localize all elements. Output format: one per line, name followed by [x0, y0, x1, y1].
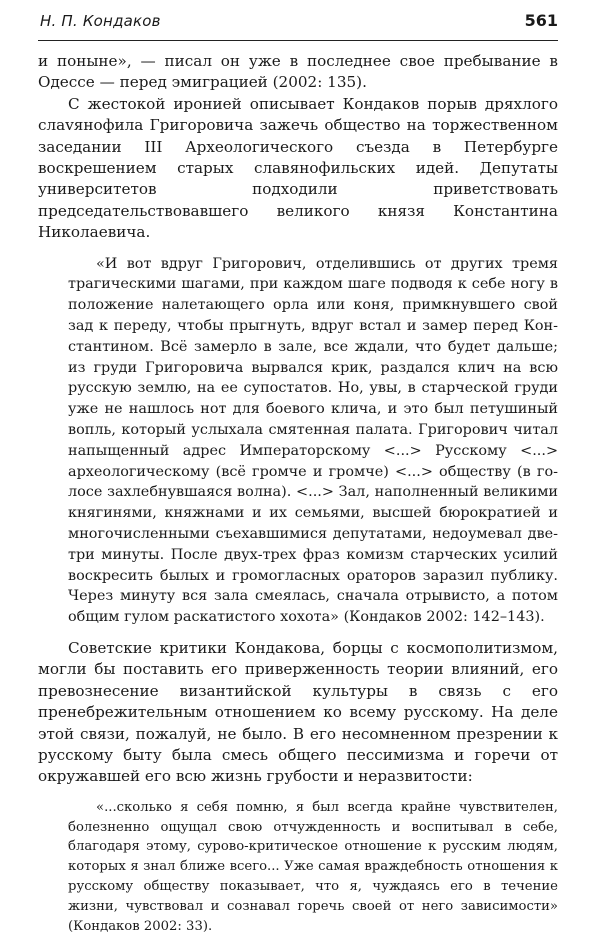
quote-text: «И вот вдруг Григорович, отделившись от других тремя трагическими шагами, при каждом шаге подводя к себе ногу в положение налетающего орла или коня, примкнувшего свой зад к переду, чтобы прыгнуть, вдруг встал и замер перед Константином. Всё замерло в зале, все ждали, что будет дальше; из груди Григоровича вырвался крик, раздался клич на всю русскую землю, на ее супостатов. Но, увы, в старческой груди уже не нашлось нот для боевого клича, и это был петушиный вопль, который услыхала смятенная палата. Григорович читал напыщенный адрес Императорскому <...> Русскому <...> археологическому (всё громче и громче) <...> обществу (в голосе захлебнувшаяся волна). <...> Зал, наполненный великими княгинями, княжнами и их семьями, высшей бюрократией и многочисленными съехавшимися депутатами, недоумевал две-три минуты. После двух-трех фраз комизм старческих усилий воскресить былых и громогласных ораторов заразил публику. Через минуту вся зала смеялась, сначала отрывисто, а потом общим гулом раскатистого хохота» (Кондаков 2002: 142–143). [68, 255, 558, 626]
paragraph-continuation: и поныне», — писал он уже в последнее свое пребывание в Одессе — перед эмиграцией (2002: 135). [38, 52, 558, 92]
page-number: 561 [524, 11, 558, 30]
body-text [38, 51, 558, 936]
running-header [38, 0, 558, 41]
paragraph-soviet-critics: Советские критики Кондакова, борцы с космополитизмом, могли бы поставить его приверженность теории влияний, его превознесение византийской культуры в связь с его пренебрежительным отношением ко всему русскому. На деле этой связи, пожалуй, не было. В его несомненном презрении к русскому быту была смесь общего пессимизма и горечи от окружавшей его всю жизнь грубости и неразвитости: [38, 639, 558, 786]
quote-text: «...сколько я себя помню, я был всегда крайне чувствителен, болезненно ощущал свою отчужденность и воспитывал в себе, благодаря этому, сурово-критическое отношение к русским людям, которых я знал ближе всего... Уже самая враждебность отношения к русскому обществу показывает, что я, чуждаясь его в течение жизни, чувствовал и сознавал горечь своей от него зависимости» (Кондаков 2002: 33). [68, 799, 558, 934]
running-head-author: Н. П. Кондаков [40, 12, 161, 30]
block-quote-grigorovich [68, 254, 558, 628]
paragraph-grigorovich: С жестокой иронией описывает Кондаков порыв дряхлого слаvянофила Григоровича зажечь общество на торжественном заседании III Археологического съезда в Петербурге воскрешением старых славянофильских идей. Депутаты университетов подходили приветствовать председательствовавшего великого князя Константина Николаевича. [38, 94, 558, 242]
block-quote-kondakov [68, 798, 558, 936]
